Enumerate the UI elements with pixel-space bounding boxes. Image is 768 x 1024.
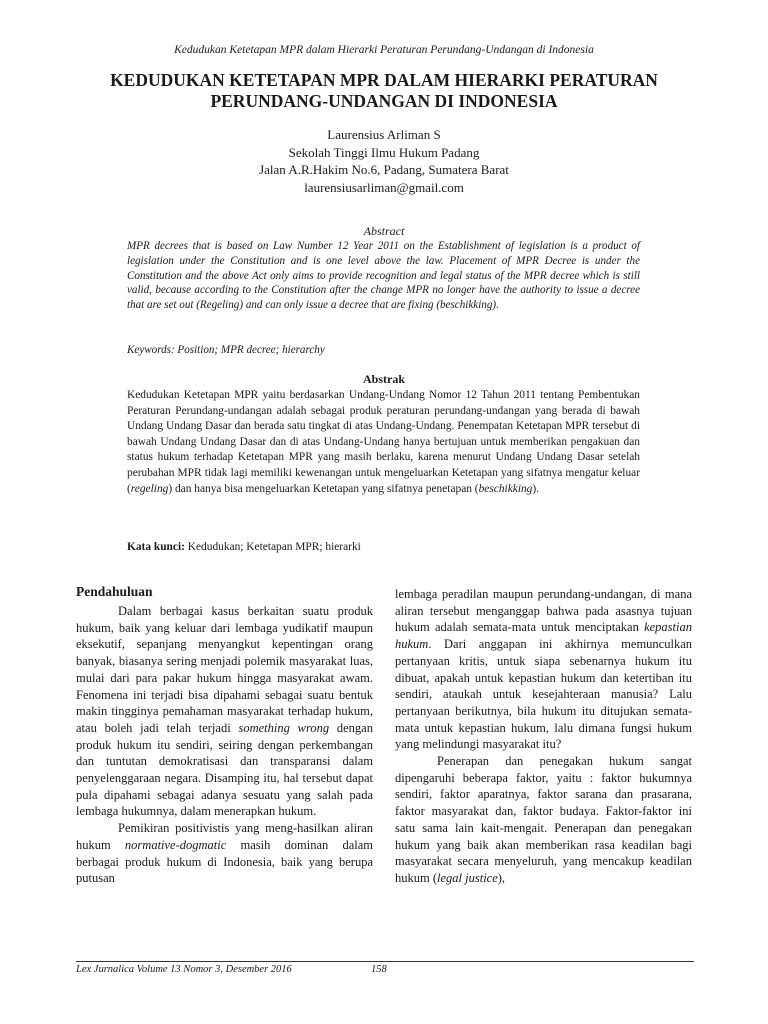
body-emphasis: normative-dogmatic (124, 837, 227, 852)
abstrak-text-mid: ) dan hanya bisa mengeluarkan Ketetapan yang sifatnya penetapan ( (168, 482, 479, 495)
kata-kunci-label: Kata kunci: (127, 541, 185, 553)
author-name: Laurensius Arliman S (327, 127, 441, 142)
abstrak-text (127, 388, 640, 497)
running-header: Kedudukan Ketetapan MPR dalam Hierarki Peraturan Perundang-Undangan di Indonesia (174, 44, 594, 56)
body-paragraph (395, 586, 692, 753)
abstract-text: MPR decrees that is based on Law Number 12 Year 2011 on the Establishment of legislation is a product of legislation under the Constitution and is one level above the law. Placement of MPR Decree is under the Constitution and the above Act only aims to provide recognition and legal status of the MPR decree which is still valid, because according to the Constitution after the change MPR no longer have the authority to issue a decree that are set out (Regeling) and can only issue a decree that are fixing (beschikking). (127, 240, 640, 312)
body-text: masih dominan dalam berbagai produk hukum di Indonesia, baik yang berupa putusan (76, 837, 373, 886)
body-paragraph (76, 820, 373, 887)
author-address: Jalan A.R.Hakim No.6, Padang, Sumatera Barat (259, 162, 509, 177)
abstract-heading: Abstract (363, 224, 405, 238)
body-column-right (395, 586, 692, 887)
kata-kunci-text: Kedudukan; Ketetapan MPR; hierarki (184, 541, 361, 553)
author-institution: Sekolah Tinggi Ilmu Hukum Padang (288, 144, 480, 160)
body-emphasis: kepastian hukum (395, 620, 692, 652)
body-emphasis: legal justice (437, 870, 498, 885)
body-text: Penerapan dan penegakan hukum sangat dipengaruhi beberapa faktor, yaitu : faktor hukumnya sendiri, faktor aparatnya, faktor sarana dan prasarana, faktor masyarakat dan, faktor budaya. Faktor-faktor ini satu sama lain kait-mengait. Penerapan dan penegakan hukum yang baik akan memberikan rasa keadilan bagi masyarakat secara menyeluruh, yang mencakup keadilan hukum ( (395, 754, 692, 885)
body-text: Pemikiran positivistis yang meng-hasilkan aliran hukum (76, 821, 373, 852)
body-text: ), (497, 870, 506, 885)
body-emphasis: something wrong (238, 720, 330, 735)
footer-journal: Lex Jurnalica Volume 13 Nomor 3, Desember 2016 (76, 964, 292, 975)
author-email: laurensiusarliman@gmail.com (304, 179, 464, 195)
section-heading-pendahuluan: Pendahuluan (76, 584, 153, 599)
footer-rule (76, 961, 694, 962)
abstrak-term-beschikking: beschikking (478, 482, 533, 495)
author-block (0, 126, 768, 196)
body-column-left (76, 583, 373, 887)
kata-kunci (127, 541, 640, 553)
abstrak-text-end: ). (532, 482, 540, 495)
abstrak-text-main: Kedudukan Ketetapan MPR yaitu berdasarkan Undang-Undang Nomor 12 Tahun 2011 tentang Pembentukan Peraturan Perundang-undangan adalah sebagai produk peraturan perundang-undangan yang berada di bawah Undang Undang Dasar dan berada satu tingkat di atas Undang-Undang. Penempatan Ketetapan MPR tersebut di bawah Undang Undang Dasar dan di atas Undang-Undang hanya bertujuan untuk memberikan pengakuan dan status hukum terhadap Ketetapan MPR yang masih berlaku, karena menurut Undang Undang Dasar setelah perubahan MPR tidak lagi memiliki kewenangan untuk mengeluarkan Ketetapan yang sifatnya mengatur keluar ( (127, 389, 640, 495)
page-number: 158 (371, 964, 387, 975)
paper-title: KEDUDUKAN KETETAPAN MPR DALAM HIERARKI PERATURAN PERUNDANG-UNDANGAN DI INDONESIA (110, 70, 658, 111)
abstrak-term-regeling: regeling (130, 482, 169, 495)
abstrak-heading: Abstrak (362, 372, 405, 386)
body-text: Dalam berbagai kasus berkaitan suatu produk hukum, baik yang keluar dari lembaga yudikatif maupun eksekutif, sepanjang menyangkut kepentingan orang banyak, biasanya sering menjadi polemik masyarakat luas, mulai dari para pakar hukum hingga masyarakat awam. Fenomena ini terjadi bisa dipahami sebagai suatu bentuk makin tingginya pemahaman masyarakat terhadap hukum, atau boleh jadi telah terjadi (76, 604, 373, 735)
body-paragraph (395, 753, 692, 887)
body-paragraph (76, 603, 373, 820)
abstract-keywords: Keywords: Position; MPR decree; hierarchy (127, 344, 325, 356)
body-text: . Dari anggapan ini akhirnya memunculkan pertanyaan kritis, untuk siapa sebenarnya hukum itu dibuat, apakah untuk kepastian hukum dan ketertiban itu sendiri, ataukah untuk kesejahteraan manusia? Lalu pertanyaan berikutnya, bila hukum itu ditujukan semata-mata untuk kepastian hukum, lalu dimana fungsi hukum yang melindungi masyarakat itu? (395, 637, 692, 752)
body-text: lembaga peradilan maupun perundang-undangan, di mana aliran tersebut menganggap bahwa pada asasnya tujuan hukum adalah semata-mata untuk menciptakan (395, 587, 692, 635)
body-text: dengan produk hukum itu sendiri, seiring dengan perkembangan dan tuntutan demokratisasi dan transparansi dalam penyelenggaraan negara. Disamping itu, hal tersebut dapat pula dipahami sebagai adanya sesuatu yang salah pada lembaga hukumnya, dalam menerapkan hukum. (76, 720, 373, 819)
